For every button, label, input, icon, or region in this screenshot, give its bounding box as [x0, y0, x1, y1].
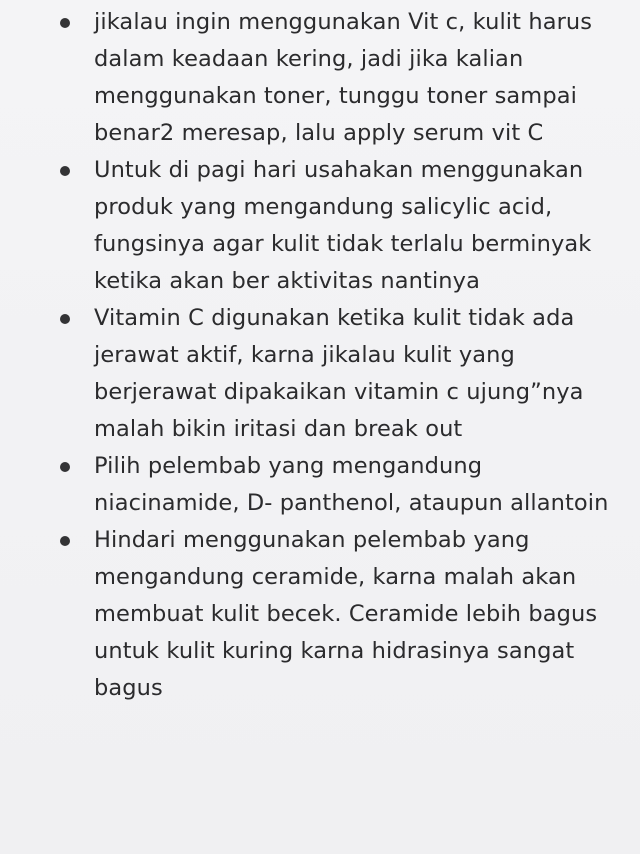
- bullet-icon: [60, 462, 70, 472]
- bullet-icon: [60, 18, 70, 28]
- list-item: [60, 152, 610, 300]
- bullet-icon: [60, 166, 70, 176]
- bullet-list: [60, 4, 610, 707]
- bullet-icon: [60, 536, 70, 546]
- list-item-text: jikalau ingin menggunakan Vit c, kulit harus dalam keadaan kering, jadi jika kalian menggunakan toner, tunggu toner sampai benar2 meresap, lalu apply serum vit C: [94, 9, 593, 146]
- list-item-text: Hindari menggunakan pelembab yang mengandung ceramide, karna malah akan membuat kulit becek. Ceramide lebih bagus untuk kulit kuring karna hidrasinya sangat bagus: [94, 527, 598, 701]
- list-item: [60, 522, 610, 707]
- list-item: [60, 300, 610, 448]
- list-item: [60, 448, 610, 522]
- list-item-text: Vitamin C digunakan ketika kulit tidak ada jerawat aktif, karna jikalau kulit yang berjerawat dipakaikan vitamin c ujung”nya malah bikin iritasi dan break out: [94, 305, 584, 442]
- list-item-text: Pilih pelembab yang mengandung niacinamide, D- panthenol, ataupun allantoin: [94, 453, 609, 516]
- list-item: [60, 4, 610, 152]
- bullet-icon: [60, 314, 70, 324]
- list-item-text: Untuk di pagi hari usahakan menggunakan produk yang mengandung salicylic acid, fungsinya agar kulit tidak terlalu berminyak ketika akan ber aktivitas nantinya: [94, 157, 592, 294]
